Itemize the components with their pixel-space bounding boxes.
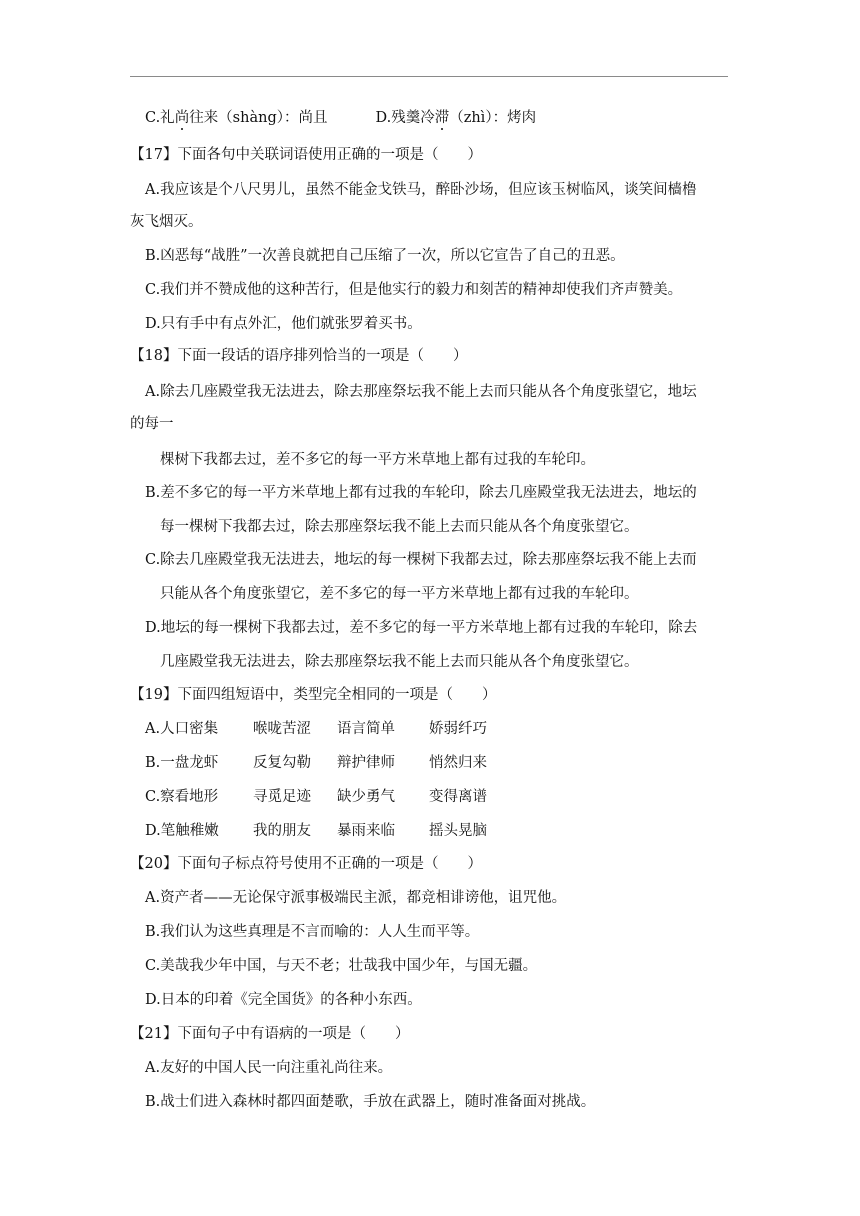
- q17-option-b: B.凶恶每“战胜”一次善良就把自己压缩了一次，所以它宣告了自己的丑恶。: [145, 248, 625, 264]
- q19-d-phrase-3: 暴雨来临: [337, 823, 395, 839]
- q16-options-cd: [145, 108, 536, 128]
- q19-b-phrase-1: B.一盘龙虾: [145, 755, 219, 771]
- q16-option-d-pre: D.残羹冷: [375, 110, 435, 126]
- q18-stem: 【18】下面一段话的语序排列恰当的一项是（ ）: [130, 348, 468, 364]
- q19-b-phrase-2: 反复勾勒: [253, 755, 311, 771]
- q19-option-c: [145, 787, 513, 807]
- q18-option-d-line2: 几座殿堂我无法进去，除去那座祭坛我不能上去而只能从各个角度张望它。: [160, 654, 639, 670]
- q19-c-phrase-2: 寻觅足迹: [253, 789, 311, 805]
- q16-option-c-post: 往来（shàng）：尚且: [189, 110, 328, 126]
- header-rule: [130, 76, 728, 77]
- q16-option-c-dotted: 尚: [174, 110, 190, 126]
- q19-a-phrase-2: 喉咙苦涩: [253, 721, 311, 737]
- q19-a-phrase-1: A.人口密集: [145, 721, 219, 737]
- q19-option-b: [145, 753, 513, 773]
- q19-d-phrase-1: D.笔触稚嫩: [145, 823, 219, 839]
- q19-a-phrase-3: 语言简单: [337, 721, 395, 737]
- q18-option-d-line1: D.地坛的每一棵树下我都去过，差不多它的每一平方米草地上都有过我的车轮印，除去: [145, 620, 698, 636]
- q19-c-phrase-4: 变得离谱: [429, 789, 487, 805]
- q21-stem: 【21】下面句子中有语病的一项是（ ）: [130, 1026, 410, 1042]
- q18-option-c-line1: C.除去几座殿堂我无法进去，地坛的每一棵树下我都去过，除去那座祭坛我不能上去而: [145, 552, 697, 568]
- q18-option-b-line2: 每一棵树下我都去过，除去那座祭坛我不能上去而只能从各个角度张望它。: [160, 519, 639, 535]
- q16-option-c-pre: C.礼: [145, 110, 175, 126]
- q19-d-phrase-2: 我的朋友: [253, 823, 311, 839]
- q16-option-d-dotted: 滞: [434, 110, 450, 126]
- q17-option-a-line1: A.我应该是个八尺男儿，虽然不能金戈铁马，醉卧沙场，但应该玉树临风，谈笑间樯橹: [145, 182, 697, 198]
- q20-option-a: A.资产者——无论保守派事极端民主派，都竞相诽谤他，诅咒他。: [145, 890, 567, 906]
- q19-option-a: [145, 719, 513, 739]
- q19-d-phrase-4: 摇头晃脑: [429, 823, 487, 839]
- q19-c-phrase-3: 缺少勇气: [337, 789, 395, 805]
- q19-b-phrase-3: 辩护律师: [337, 755, 395, 771]
- q20-option-c: C.美哉我少年中国，与天不老；壮哉我中国少年，与国无疆。: [145, 958, 538, 974]
- q18-option-c-line2: 只能从各个角度张望它，差不多它的每一平方米草地上都有过我的车轮印。: [160, 586, 639, 602]
- q18-option-a-line2: 的每一: [130, 416, 174, 432]
- q19-stem: 【19】下面四组短语中，类型完全相同的一项是（ ）: [130, 687, 497, 703]
- q19-b-phrase-4: 悄然归来: [429, 755, 487, 771]
- q17-option-a-line2: 灰飞烟灭。: [130, 214, 203, 230]
- q19-c-phrase-1: C.察看地形: [145, 789, 219, 805]
- q17-option-d: D.只有手中有点外汇，他们就张罗着买书。: [145, 316, 422, 332]
- q16-option-d-post: （zhì）：烤肉: [449, 110, 537, 126]
- q21-option-a: A.友好的中国人民一向注重礼尚往来。: [145, 1060, 393, 1076]
- q21-option-b: B.战士们进入森林时都四面楚歌，手放在武器上，随时准备面对挑战。: [145, 1094, 596, 1110]
- q17-stem: 【17】下面各句中关联词语使用正确的一项是（ ）: [130, 147, 482, 163]
- q20-stem: 【20】下面句子标点符号使用不正确的一项是（ ）: [130, 856, 482, 872]
- q19-a-phrase-4: 娇弱纤巧: [429, 721, 487, 737]
- q19-option-d: [145, 821, 513, 841]
- q18-option-b-line1: B.差不多它的每一平方米草地上都有过我的车轮印，除去几座殿堂我无法进去，地坛的: [145, 485, 697, 501]
- q20-option-d: D.日本的印着《完全国货》的各种小东西。: [145, 992, 422, 1008]
- q17-option-c: C.我们并不赞成他的这种苦行，但是他实行的毅力和刻苦的精神却使我们齐声赞美。: [145, 282, 683, 298]
- q18-option-a-line1: A.除去几座殿堂我无法进去，除去那座祭坛我不能上去而只能从各个角度张望它，地坛: [145, 384, 697, 400]
- q20-option-b: B.我们认为这些真理是不言而喻的：人人生而平等。: [145, 924, 480, 940]
- q18-option-a-line3: 棵树下我都去过，差不多它的每一平方米草地上都有过我的车轮印。: [160, 452, 595, 468]
